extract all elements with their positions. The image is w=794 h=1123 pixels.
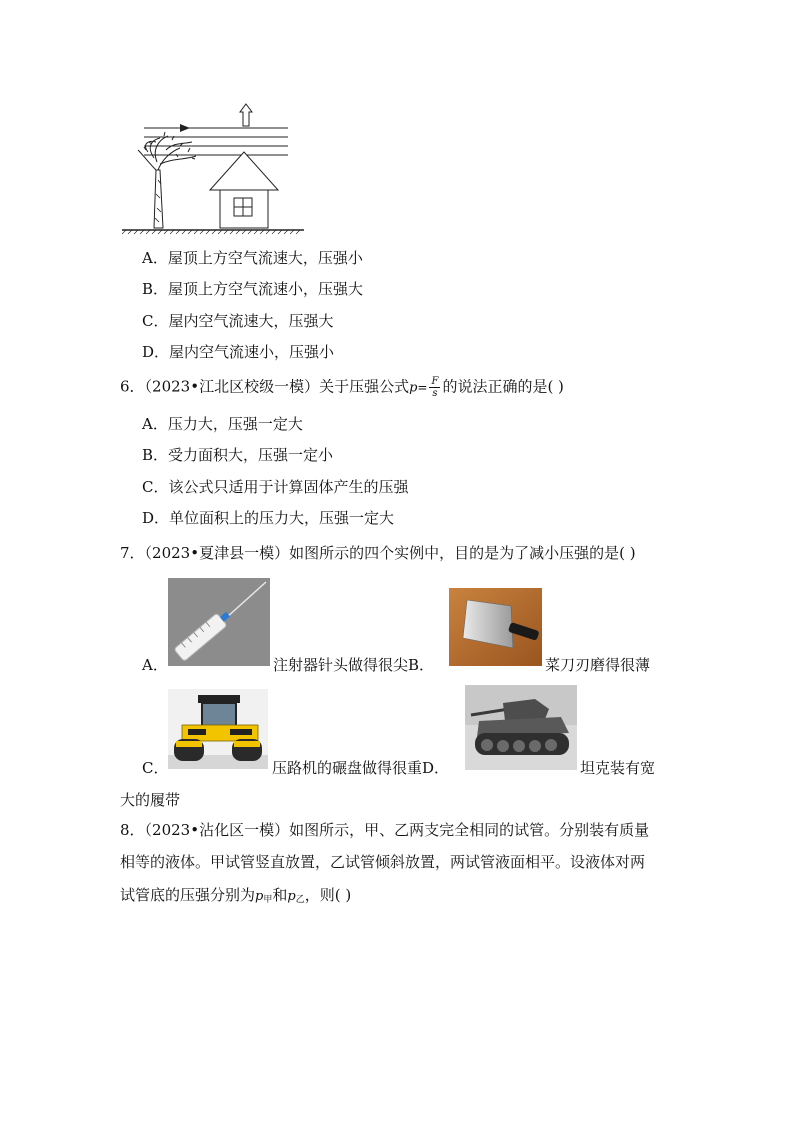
cleaver-image — [449, 588, 542, 666]
q6-option-d[interactable]: D．单位面积上的压力大，压强一定大 — [142, 509, 395, 527]
question-6-stem — [120, 376, 564, 399]
question-number: 7． — [120, 544, 145, 562]
formula-eq: = — [417, 380, 428, 395]
up-arrow-icon — [240, 104, 252, 126]
question-source: （2023•江北区校级一模） — [144, 377, 320, 396]
formula-denominator: s — [432, 388, 438, 399]
formula-fraction — [429, 376, 440, 399]
question-text: 关于压强公式 — [319, 377, 410, 396]
q6-option-a[interactable]: A．压力大，压强一定大 — [142, 415, 303, 433]
formula-numerator: F — [431, 376, 439, 387]
fig1-option-a[interactable]: A．屋顶上方空气流速大，压强小 — [142, 249, 363, 267]
wind-arrow-icon — [180, 124, 190, 132]
question-text-end: 的说法正确的是( ) — [442, 377, 564, 396]
question-number: 6． — [120, 377, 145, 396]
formula-p: p — [409, 380, 418, 396]
question-text: 如图所示的四个实例中，目的是为了减小压强的是( ) — [289, 544, 636, 562]
fig1-option-c[interactable]: C．屋内空气流速大，压强大 — [142, 312, 334, 330]
question-text: 试管底的压强分别为 — [120, 886, 256, 904]
wind-lines — [144, 128, 288, 155]
house-icon — [210, 152, 278, 228]
q7-option-c-letter[interactable]: C． — [142, 759, 169, 777]
pressure-symbol-jia: p — [255, 889, 264, 904]
q7-option-c-text: 压路机的碾盘做得很重 — [272, 759, 423, 777]
q7-option-d-text-1: 坦克装有宽 — [580, 759, 656, 777]
and-text: 和 — [272, 886, 288, 904]
question-source: （2023•沾化区一模） — [144, 821, 290, 839]
q6-option-c[interactable]: C．该公式只适用于计算固体产生的压强 — [142, 478, 409, 496]
fig1-option-b[interactable]: B．屋顶上方空气流速小，压强大 — [142, 280, 364, 298]
q7-option-d-letter[interactable]: D． — [422, 759, 450, 777]
pressure-symbol-yi: p — [287, 889, 296, 904]
wind-house-figure — [118, 100, 308, 240]
question-text: 如图所示，甲、乙两支完全相同的试管。分别装有质量 — [289, 821, 650, 839]
subscript-yi: 乙 — [295, 895, 305, 905]
subscript-jia: 甲 — [263, 895, 273, 905]
ground-line — [122, 230, 304, 234]
q7-option-b-letter[interactable]: B． — [408, 656, 435, 674]
question-text-end: ，则( ) — [304, 886, 352, 904]
road-roller-image — [168, 689, 268, 769]
question-source: （2023•夏津县一模） — [144, 544, 290, 562]
question-7-stem — [120, 543, 636, 563]
q6-option-b[interactable]: B．受力面积大，压强一定小 — [142, 446, 334, 464]
q7-option-a-letter[interactable]: A． — [142, 656, 168, 674]
question-8-line-1 — [120, 820, 649, 840]
question-8-line-2: 相等的液体。甲试管竖直放置，乙试管倾斜放置，两试管液面相平。设液体对两 — [120, 853, 646, 871]
q7-option-d-text-2: 大的履带 — [120, 791, 181, 809]
tank-image — [465, 685, 577, 770]
q7-option-a-text: 注射器针头做得很尖 — [273, 656, 409, 674]
question-8-line-3 — [120, 885, 351, 910]
fig1-option-d[interactable]: D．屋内空气流速小，压强小 — [142, 343, 335, 361]
syringe-image — [168, 578, 270, 666]
q7-option-b-text: 菜刀刃磨得很薄 — [545, 656, 651, 674]
question-number: 8． — [120, 821, 145, 839]
